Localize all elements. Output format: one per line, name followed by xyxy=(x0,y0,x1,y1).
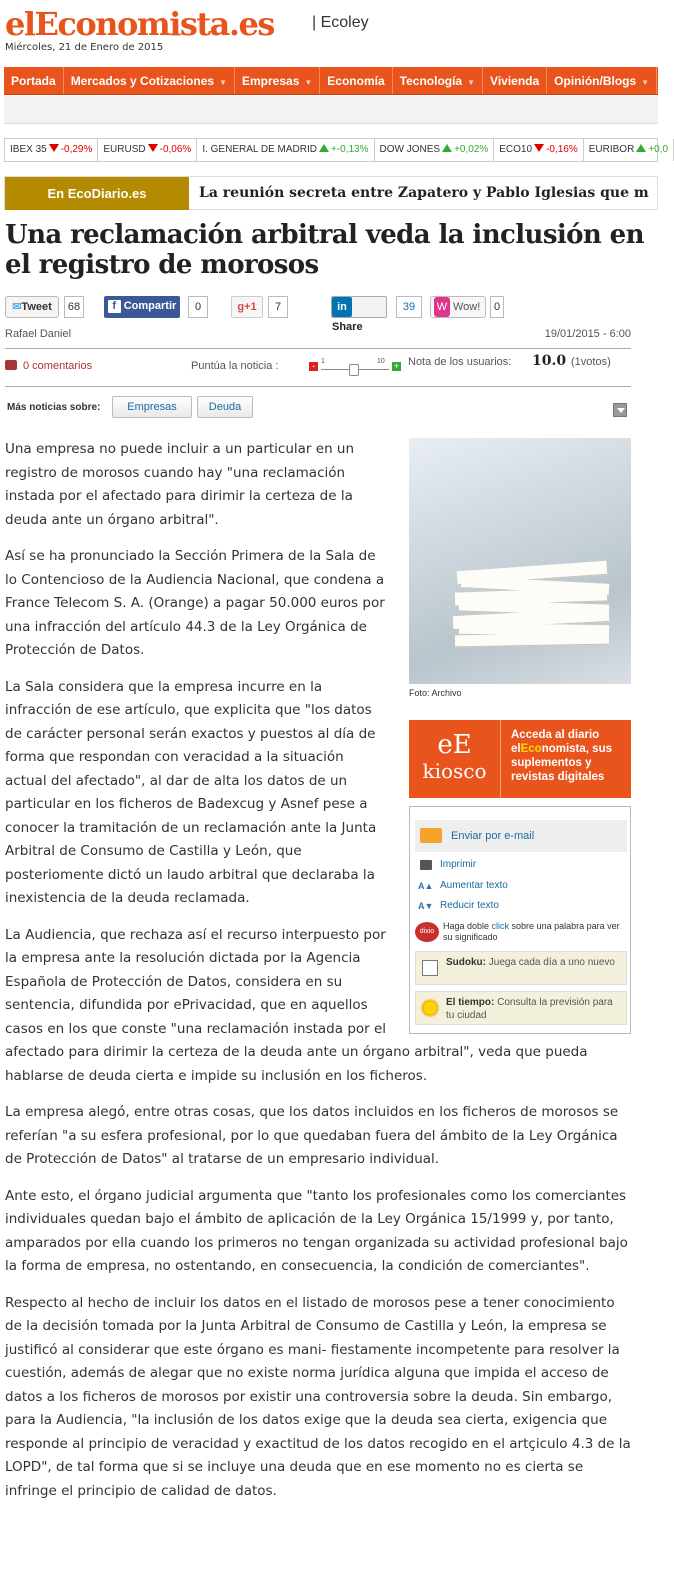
nav-item-empresas[interactable] xyxy=(235,67,320,94)
rate-slider-handle[interactable] xyxy=(349,364,359,376)
logo-es: .es xyxy=(228,5,274,43)
twitter-icon: ✉ xyxy=(12,301,22,313)
nav-item-label: Economía xyxy=(327,74,385,88)
slider-min: 1 xyxy=(321,358,325,365)
tweet-count: 68 xyxy=(64,296,84,318)
wow-button[interactable] xyxy=(430,296,486,318)
section-name[interactable]: | Ecoley xyxy=(312,14,369,31)
comment-icon xyxy=(5,360,17,370)
ticker-item[interactable] xyxy=(584,139,674,161)
byline xyxy=(5,328,631,340)
sudoku-icon xyxy=(422,960,438,976)
nav-item-label: Mercados y Cotizaciones xyxy=(70,74,215,88)
linkedin-count: 39 xyxy=(396,296,422,318)
slider-max: 10 xyxy=(377,358,385,365)
article-paragraph: Ante esto, el órgano judicial argumenta que "tanto los profesionales como los comerciantes individuales quedan bajo el ámbito de aplicación de la Ley Orgánica 15/1999 y, por tanto, amparados por ella cuando los primeros no tengan organizada su actividad profesional bajo la forma de empresa, no ostentando, en consecuencia, la condición de comerciantes". xyxy=(5,1187,628,1274)
dixio-text-1: Haga doble xyxy=(443,921,492,931)
expand-toggle[interactable] xyxy=(613,403,627,417)
article-title: Una reclamación arbitral veda la inclusión en el registro de morosos xyxy=(5,220,644,280)
wow-label: Wow! xyxy=(453,301,481,313)
linkedin-label: Share xyxy=(332,321,363,333)
nav-item-opini-n-blogs[interactable] xyxy=(547,67,657,94)
nav-item-tecnolog-a[interactable] xyxy=(393,67,483,94)
nav-item-label: Empresas xyxy=(242,74,300,88)
article-paragraph: La Sala considera que la empresa incurre en la infracción de ese artículo, que explicita que "los datos de carácter personal serán exactos y puestos al día de forma que respondan con veracidad a la situación actual del afectado", al dar de alta los datos de un particular en los ficheros de Badexcug y Asnef pese a conocer la tramitación de un reclamación ante la Junta Arbitral de Consumo de Castilla y León, que posteriomente dictó un laudo arbitral que declaraba la inexistencia de la deuda reclamada. xyxy=(5,678,377,906)
divider xyxy=(5,348,631,349)
kiosco-banner[interactable] xyxy=(409,720,631,798)
site-logo[interactable] xyxy=(5,4,274,44)
ticker-name: EURUSD xyxy=(103,144,146,155)
article-paragraph: La Audiencia, que rechaza así el recurso interpuesto por la empresa ante la resolución dictada por la Agencia Española de Protección de Datos, considera en su sentencia, difundida por ePrivacidad, que en aquellos casos en los que conste "una reclamación instada por el afectado para dirimir la certeza de la deuda ante un órgano arbitral", veda que pueda hablarse de deuda cierta e impide su inclusión en los ficheros. xyxy=(5,926,588,1084)
ecodiario-headline[interactable]: La reunión secreta entre Zapatero y Pablo Iglesias que m xyxy=(199,185,649,201)
logo-el: el xyxy=(5,5,35,43)
arrow-up-icon xyxy=(636,144,646,152)
kiosco-text xyxy=(511,728,629,784)
photo-paper xyxy=(455,633,609,648)
ticker-item[interactable] xyxy=(5,139,98,161)
reduce-text-button[interactable] xyxy=(418,900,499,911)
ticker-value: +-0,13% xyxy=(330,144,369,155)
article-paragraph: La empresa alegó, entre otras cosas, que los datos incluidos en los ficheros de morosos se referían "a su esfera profesional, por lo que quedaban fuera del ámbito de la Ley Orgánica de Protección de Datos" al tratarse de un empresario individual. xyxy=(5,1104,619,1167)
facebook-label: Compartir xyxy=(123,300,177,312)
increase-text-button[interactable] xyxy=(418,880,508,891)
nav-item-label: Tecnología xyxy=(399,74,463,88)
more-news-bar xyxy=(5,394,631,422)
article-paragraph: Respecto al hecho de incluir los datos en el listado de morosos pese a tener conocimiento de la decisión tomada por la Junta Arbitral de Consumo de Castilla y León, la empresa se justificó al considerar que este órgano es mani- fiestamente incompetente para resolver la cuestión, además de alegar que no existe norma jurídica alguna que impida el acceso de datos a los ficheros de morosos por existir una controversia sobre la deuda. Sin embargo, para la Audiencia, "la inclusión de los datos exige que la deuda sea cierta, exigencia que responde al principio de veracidad y exactitud de los datos recogido en el artçiculo 4.3 de la LOPD", de tal forma que si se incluye una deuda que en ese momento no es cierta se infringe el principio de calidad de datos. xyxy=(5,1294,631,1499)
ticker-name: ECO10 xyxy=(499,144,533,155)
rate-label: Puntúa la noticia : xyxy=(191,360,279,372)
users-note-value: 10.0 xyxy=(532,353,567,369)
text-reduce-icon: A▼ xyxy=(418,901,434,911)
print-button[interactable] xyxy=(418,859,476,870)
comments-link[interactable]: 0 comentarios xyxy=(23,360,93,372)
email-label: Enviar por e-mail xyxy=(451,830,535,842)
logo-economista: Economista xyxy=(34,5,229,43)
nav-item-vivienda[interactable] xyxy=(483,67,547,94)
tag-empresas[interactable]: Empresas xyxy=(112,396,192,418)
nav-item-econom-a[interactable] xyxy=(320,67,392,94)
rate-plus-button[interactable]: + xyxy=(393,361,400,371)
tweet-button[interactable] xyxy=(5,296,59,318)
sun-cloud-icon xyxy=(420,998,440,1018)
kiosco-logo-bottom: kiosco xyxy=(422,759,487,783)
more-news-label: Más noticias sobre: xyxy=(7,402,101,413)
facebook-count: 0 xyxy=(188,296,208,318)
chevron-down-icon xyxy=(617,408,625,413)
sudoku-promo[interactable] xyxy=(415,951,627,985)
article-paragraph: Así se ha pronunciado la Sección Primera de la Sala de lo Contencioso de la Audiencia Nacional, que condena a France Telecom S. A. (Orange) a pagar 50.000 euros por una infracción del artículo 44.3 de la Ley Orgánica de Protección de Datos. xyxy=(5,548,385,658)
gplus-count: 7 xyxy=(268,296,288,318)
email-button[interactable] xyxy=(415,820,627,852)
facebook-share-button[interactable] xyxy=(104,296,180,318)
chevron-down-icon: ▼ xyxy=(641,78,650,87)
kiosco-text-eco: Eco xyxy=(520,743,542,755)
wow-count: 0 xyxy=(490,296,504,318)
tag-deuda[interactable]: Deuda xyxy=(197,396,253,418)
dixio-icon: dixio xyxy=(415,922,439,942)
chevron-down-icon: ▼ xyxy=(219,78,227,87)
nav-item-label: Portada xyxy=(11,74,56,88)
chevron-down-icon: ▼ xyxy=(467,78,476,87)
article-photo xyxy=(409,438,631,684)
vote-bar xyxy=(5,353,631,382)
ticker-value: -0,16% xyxy=(546,144,578,155)
dixio-row[interactable] xyxy=(415,921,627,943)
ticker-value: -0,06% xyxy=(159,144,192,155)
arrow-down-icon xyxy=(534,144,544,152)
gplus-button[interactable]: g+1 xyxy=(231,296,263,318)
article-paragraph: Una empresa no puede incluir a un particular en un registro de morosos cuando hay "una reclamación instada por el afectado para dirimir la certeza de la deuda ante un órgano arbitral". xyxy=(5,441,355,528)
weather-text: Consulta la previsión para tu ciudad xyxy=(446,997,613,1021)
reduce-label: Reducir texto xyxy=(440,900,499,911)
text-increase-icon: A▲ xyxy=(418,881,434,891)
main-nav xyxy=(4,67,658,95)
arrow-down-icon xyxy=(49,144,59,152)
ticker-value: +0,02% xyxy=(454,144,489,155)
printer-icon xyxy=(420,860,432,870)
dixio-click: click xyxy=(491,921,510,931)
header-date: Miércoles, 21 de Enero de 2015 xyxy=(5,42,164,53)
publish-date: 19/01/2015 - 6:00 xyxy=(544,328,631,340)
author[interactable]: Rafael Daniel xyxy=(5,328,72,340)
kiosco-logo-top: eE xyxy=(437,730,472,760)
linkedin-icon: in xyxy=(332,297,352,317)
nav-item-label: Opinión/Blogs xyxy=(554,74,637,88)
market-ticker xyxy=(4,138,669,162)
kiosco-text-1: Acceda al diario el xyxy=(511,729,600,755)
tweet-label: Tweet xyxy=(21,301,52,313)
ticker-item[interactable] xyxy=(197,139,374,161)
sub-nav xyxy=(4,96,658,124)
ecodiario-tag[interactable]: En EcoDiario.es xyxy=(5,177,189,210)
envelope-icon xyxy=(420,828,442,843)
nav-item-mercados-y-cotizaciones[interactable] xyxy=(64,67,235,94)
ticker-item[interactable] xyxy=(494,139,583,161)
ecodiario-bar xyxy=(4,176,658,210)
linkedin-share-button[interactable] xyxy=(331,296,387,333)
ticker-name: EURIBOR xyxy=(588,144,635,155)
users-votes: (1votos) xyxy=(571,356,611,368)
kiosco-logo xyxy=(409,720,501,798)
wow-icon: W xyxy=(434,297,450,317)
divider xyxy=(5,386,631,387)
ticker-value: -0,29% xyxy=(60,144,93,155)
ticker-name: IBEX 35 xyxy=(10,144,47,155)
weather-promo[interactable] xyxy=(415,991,627,1025)
ticker-name: DOW JONES xyxy=(379,144,441,155)
increase-label: Aumentar texto xyxy=(440,880,508,891)
dixio-text-2: sobre una palabra para ver su significado xyxy=(443,921,620,942)
arrow-down-icon xyxy=(148,144,158,152)
nav-item-portada[interactable] xyxy=(4,67,64,94)
sudoku-title: Sudoku: xyxy=(446,957,486,968)
users-note-label: Nota de los usuarios: xyxy=(408,356,512,368)
weather-title: El tiempo: xyxy=(446,997,495,1008)
arrow-up-icon xyxy=(319,144,329,152)
arrow-up-icon xyxy=(442,144,452,152)
kiosco-text-2: nomista, sus suplementos y revistas digitales xyxy=(511,743,612,783)
facebook-icon: f xyxy=(108,300,121,313)
ticker-item[interactable] xyxy=(375,139,495,161)
rate-minus-button[interactable]: - xyxy=(309,362,318,371)
ticker-item[interactable] xyxy=(98,139,197,161)
sudoku-text: Juega cada día a uno nuevo xyxy=(486,957,615,968)
tools-box xyxy=(409,806,631,1034)
nav-item-label: Vivienda xyxy=(490,74,540,88)
photo-caption: Foto: Archivo xyxy=(409,688,462,698)
chevron-down-icon: ▼ xyxy=(304,78,313,87)
print-label: Imprimir xyxy=(440,859,477,870)
ticker-value: +0,0 xyxy=(648,144,669,155)
ticker-name: I. GENERAL DE MADRID xyxy=(202,144,317,155)
